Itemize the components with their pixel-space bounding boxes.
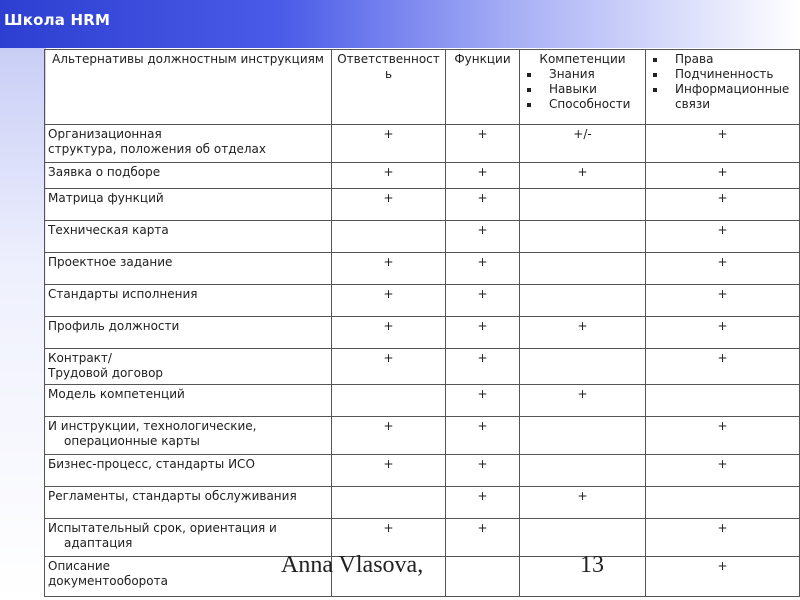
mark-functions: + — [446, 189, 520, 221]
row-name-line: Контракт/ — [48, 351, 112, 365]
mark-responsibility: + — [332, 317, 446, 349]
rights-item: Информационные связи — [649, 82, 796, 112]
table-row — [45, 417, 800, 455]
mark-competencies — [520, 189, 646, 221]
mark-functions — [446, 557, 520, 597]
mark-responsibility: + — [332, 455, 446, 487]
mark-responsibility — [332, 487, 446, 519]
competencies-list — [523, 67, 642, 112]
table-row — [45, 385, 800, 417]
competency-item: Способности — [523, 97, 642, 112]
mark-rights: + — [646, 349, 800, 385]
row-name-line: Проектное задание — [48, 255, 173, 269]
mark-functions: + — [446, 519, 520, 557]
row-name-line: структура, положения об отделах — [48, 142, 267, 156]
row-name-line: Трудовой договор — [48, 366, 164, 380]
table-row — [45, 519, 800, 557]
mark-responsibility: + — [332, 189, 446, 221]
header-functions: Функции — [446, 50, 520, 125]
row-name-line: Организационная — [48, 127, 162, 141]
header-alternatives: Альтернативы должностным инструкциям — [45, 50, 332, 125]
mark-competencies — [520, 253, 646, 285]
brand-title: Школа HRM — [4, 11, 111, 29]
table-row — [45, 317, 800, 349]
header-competencies — [520, 50, 646, 125]
mark-responsibility: + — [332, 417, 446, 455]
mark-functions: + — [446, 417, 520, 455]
rights-item: Права — [649, 52, 796, 67]
mark-functions: + — [446, 253, 520, 285]
mark-competencies — [520, 285, 646, 317]
row-name-line: Описание — [48, 559, 111, 573]
row-name-line: Профиль должности — [48, 319, 180, 333]
mark-competencies — [520, 349, 646, 385]
mark-responsibility: + — [332, 253, 446, 285]
mark-rights: + — [646, 285, 800, 317]
row-name-line: И инструкции, технологические, — [48, 419, 257, 433]
mark-rights — [646, 487, 800, 519]
row-name-line: документооборота — [48, 574, 168, 588]
table-row — [45, 455, 800, 487]
table-row — [45, 285, 800, 317]
mark-rights — [646, 385, 800, 417]
mark-competencies — [520, 221, 646, 253]
rights-list — [649, 52, 796, 112]
mark-responsibility: + — [332, 519, 446, 557]
mark-functions: + — [446, 317, 520, 349]
header-rights — [646, 50, 800, 125]
row-name — [45, 253, 332, 285]
table-row — [45, 349, 800, 385]
mark-responsibility: + — [332, 349, 446, 385]
table-row — [45, 125, 800, 163]
row-name — [45, 189, 332, 221]
mark-rights: + — [646, 417, 800, 455]
mark-functions: + — [446, 455, 520, 487]
row-name-line: Модель компетенций — [48, 387, 185, 401]
row-name — [45, 487, 332, 519]
table-header-row — [45, 50, 800, 125]
row-name-line: Бизнес-процесс, стандарты ИСО — [48, 457, 255, 471]
mark-responsibility — [332, 221, 446, 253]
mark-rights: + — [646, 557, 800, 597]
row-name — [45, 317, 332, 349]
competency-item: Навыки — [523, 82, 642, 97]
mark-competencies — [520, 455, 646, 487]
row-name — [45, 125, 332, 163]
side-band — [0, 48, 46, 600]
mark-rights: + — [646, 221, 800, 253]
mark-responsibility: + — [332, 285, 446, 317]
alternatives-table — [44, 49, 800, 597]
mark-rights: + — [646, 189, 800, 221]
mark-competencies — [520, 519, 646, 557]
header-band — [0, 0, 800, 48]
row-name — [45, 519, 332, 557]
mark-rights: + — [646, 519, 800, 557]
row-name — [45, 417, 332, 455]
mark-functions: + — [446, 487, 520, 519]
table-row — [45, 189, 800, 221]
mark-rights: + — [646, 317, 800, 349]
table-row — [45, 163, 800, 189]
table-row — [45, 221, 800, 253]
mark-competencies: +/- — [520, 125, 646, 163]
mark-responsibility: + — [332, 163, 446, 189]
page-number: 13 — [580, 552, 604, 578]
mark-competencies — [520, 417, 646, 455]
mark-responsibility — [332, 385, 446, 417]
row-name-line: Техническая карта — [48, 223, 169, 237]
mark-competencies: + — [520, 163, 646, 189]
row-name-line: Матрица функций — [48, 191, 164, 205]
header-responsibility: Ответственность — [332, 50, 446, 125]
row-name-line: Регламенты, стандарты обслуживания — [48, 489, 297, 503]
mark-rights: + — [646, 253, 800, 285]
mark-functions: + — [446, 221, 520, 253]
mark-rights: + — [646, 455, 800, 487]
row-name — [45, 163, 332, 189]
table-row — [45, 253, 800, 285]
mark-rights: + — [646, 125, 800, 163]
row-name-line: Испытательный срок, ориентация и — [48, 521, 277, 535]
header-competencies-title: Компетенции — [539, 52, 626, 66]
row-name-line: операционные карты — [64, 434, 200, 448]
row-name — [45, 221, 332, 253]
competency-item: Знания — [523, 67, 642, 82]
row-name — [45, 285, 332, 317]
mark-competencies: + — [520, 385, 646, 417]
mark-functions: + — [446, 163, 520, 189]
table-row — [45, 487, 800, 519]
mark-rights: + — [646, 163, 800, 189]
mark-competencies: + — [520, 317, 646, 349]
row-name — [45, 455, 332, 487]
mark-competencies: + — [520, 487, 646, 519]
row-name — [45, 349, 332, 385]
mark-responsibility: + — [332, 125, 446, 163]
mark-functions: + — [446, 125, 520, 163]
rights-item: Подчиненность — [649, 67, 796, 82]
row-name-line: адаптация — [64, 536, 133, 550]
mark-functions: + — [446, 349, 520, 385]
row-name — [45, 385, 332, 417]
row-name-line: Стандарты исполнения — [48, 287, 198, 301]
footer-author: Anna Vlasova, — [281, 552, 424, 578]
row-name-line: Заявка о подборе — [48, 165, 161, 179]
mark-functions: + — [446, 385, 520, 417]
mark-functions: + — [446, 285, 520, 317]
